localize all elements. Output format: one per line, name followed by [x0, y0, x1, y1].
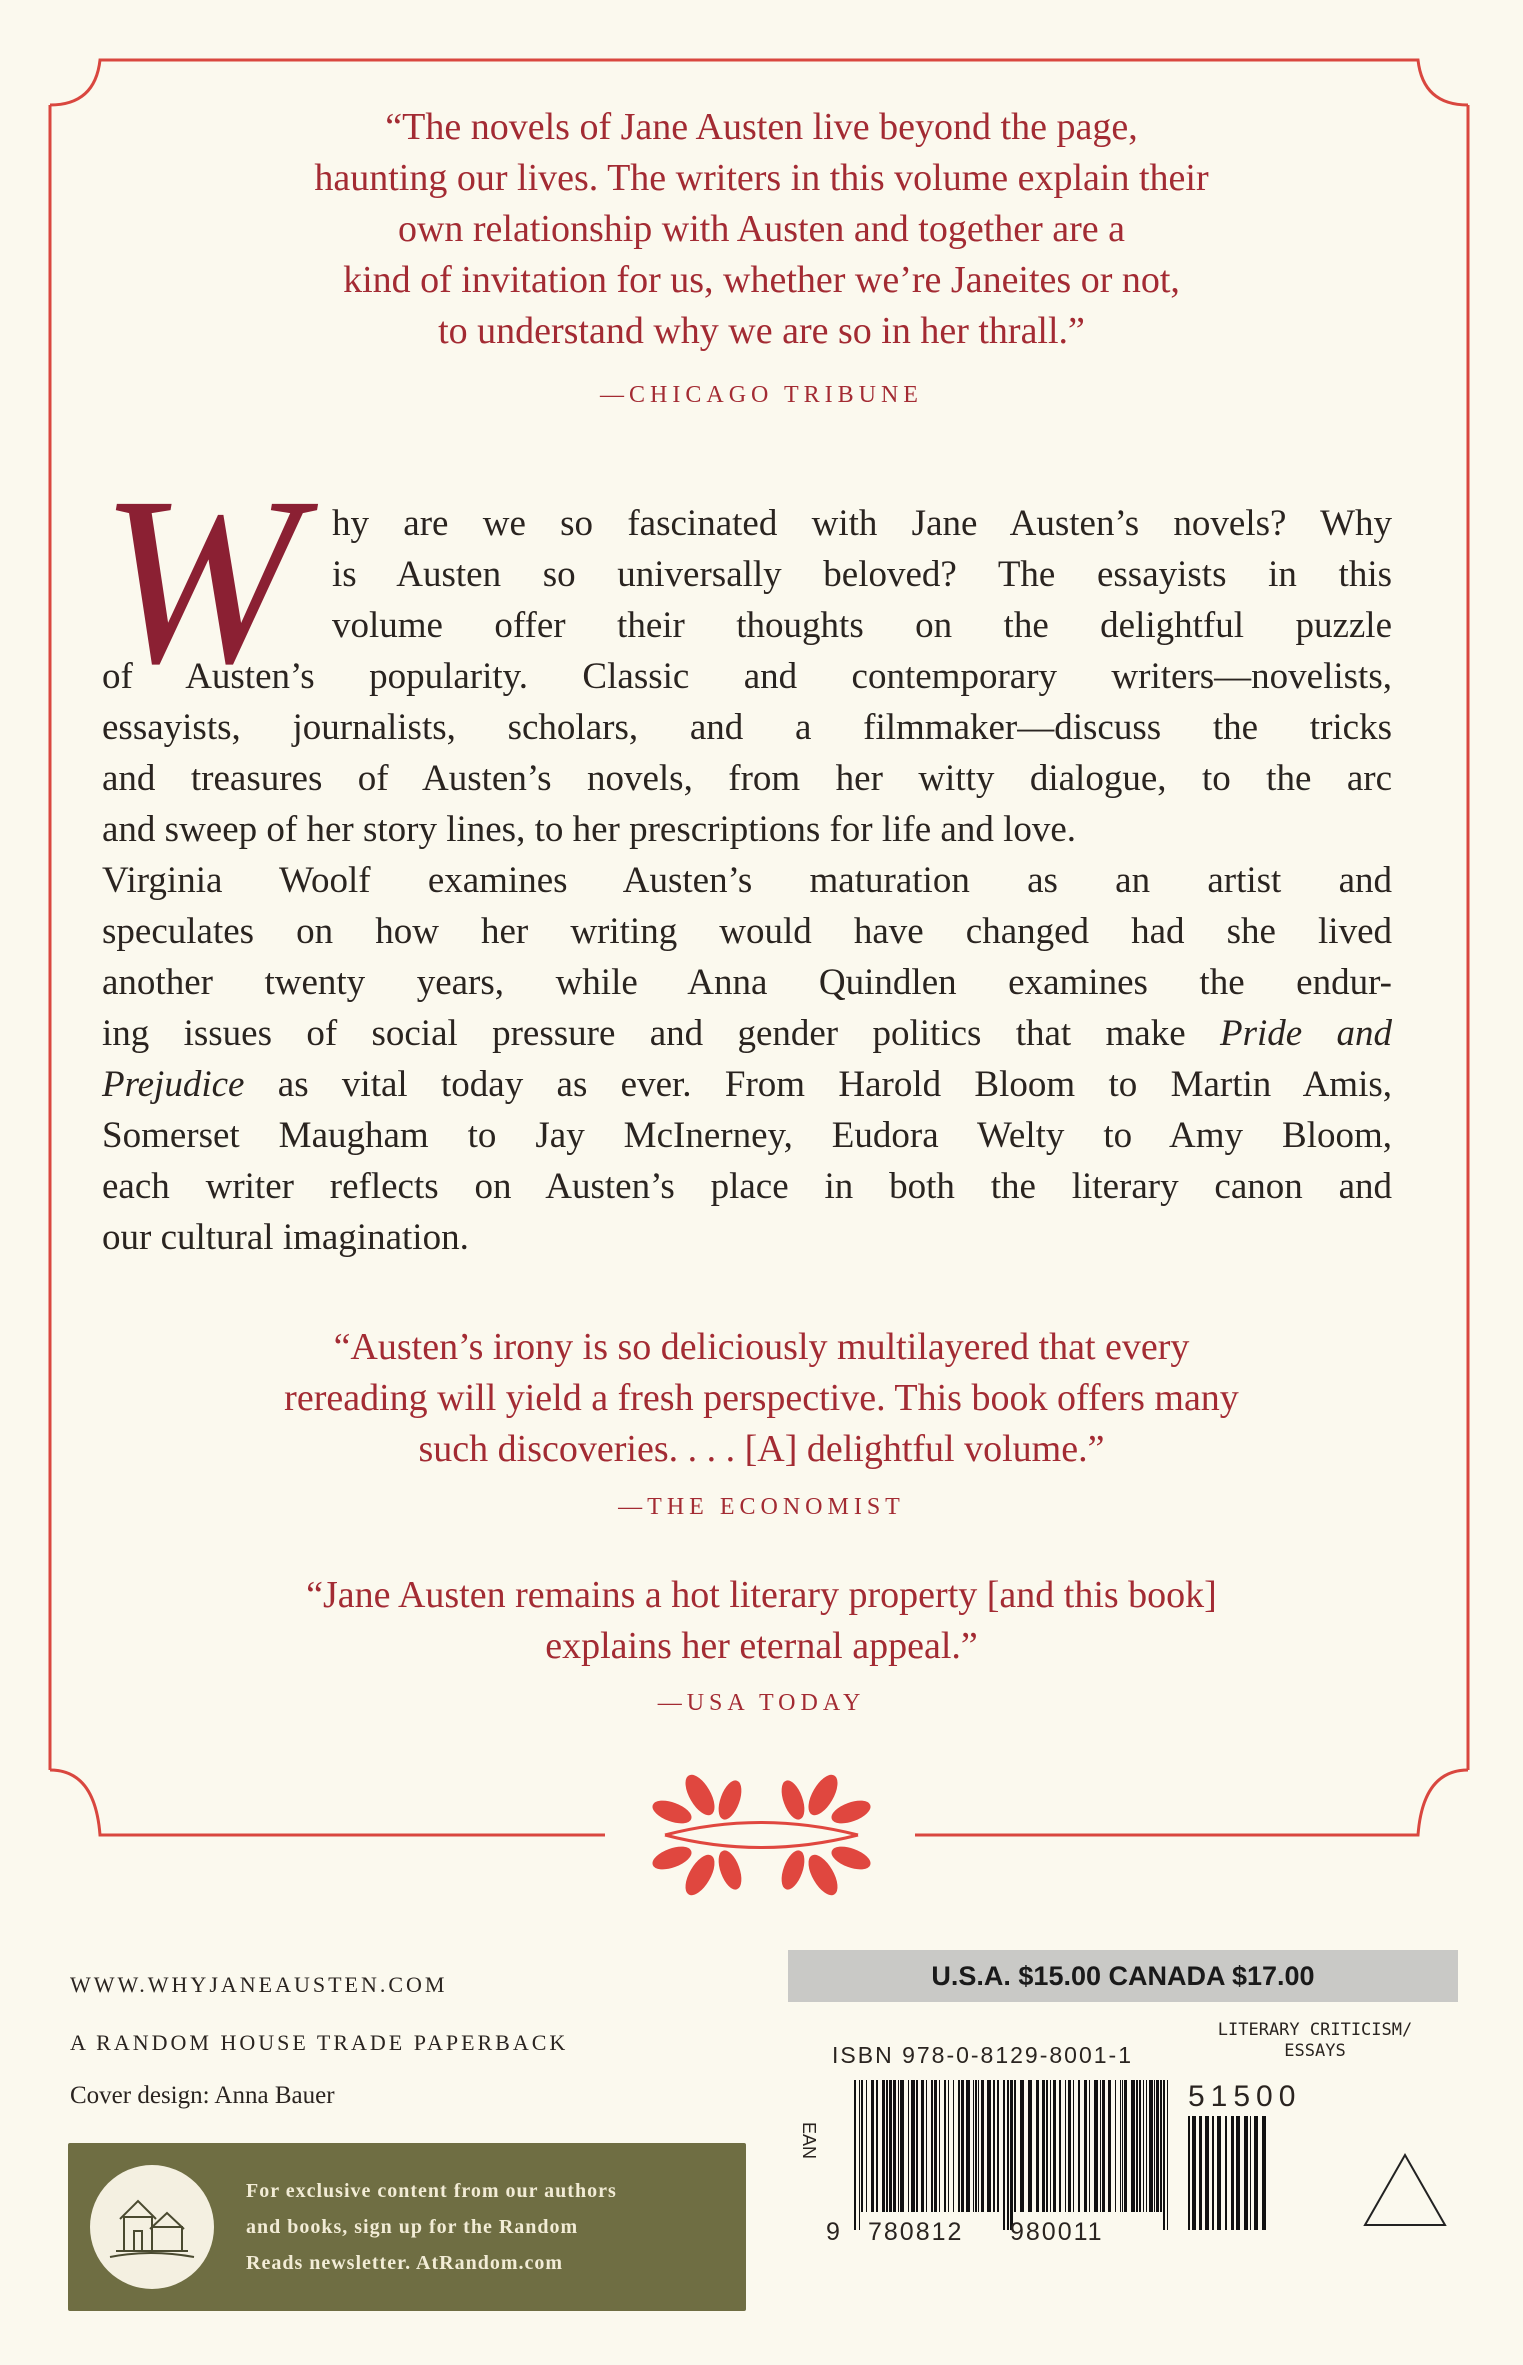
barcode-bar [1050, 2080, 1051, 2212]
description-paragraph-2 [102, 855, 1392, 1263]
barcode-bar [1192, 2116, 1196, 2230]
description-line: ing issues of social pressure and gender politics that make Pride and [102, 1013, 1392, 1054]
barcode-bar [908, 2080, 909, 2212]
blurb-line: to understand why we are so in her thrall.” [438, 310, 1085, 352]
barcode-bar [1100, 2080, 1101, 2212]
barcode-bar [1254, 2116, 1258, 2230]
barcode-bar [1225, 2116, 1227, 2230]
barcode-bar [1143, 2080, 1144, 2212]
barcode-bar [1163, 2080, 1165, 2230]
barcode-bar [1094, 2080, 1098, 2212]
barcode-icon [852, 2080, 1342, 2230]
blurb-line: “The novels of Jane Austen live beyond the page, [385, 106, 1138, 148]
description-line: hy are we so fascinated with Jane Austen’s novels? Why [332, 503, 1392, 544]
price-code: 51500 [1188, 2080, 1302, 2113]
barcode-bar [866, 2080, 867, 2212]
website-link[interactable]: WWW.WHYJANEAUSTEN.COM [70, 1972, 448, 1997]
drop-cap: W [100, 447, 300, 713]
barcode-bar [859, 2080, 860, 2230]
barcode-bar [1036, 2080, 1039, 2212]
barcode-bar [966, 2080, 970, 2212]
barcode-bar [1073, 2080, 1074, 2212]
barcode-bar [973, 2080, 974, 2212]
barcode-bar [1212, 2116, 1214, 2230]
description-line: Somerset Maugham to Jay McInerney, Eudora Welty to Amy Bloom, [102, 1115, 1392, 1156]
barcode-bar [1053, 2080, 1056, 2212]
description-paragraph-1 [102, 498, 1392, 855]
barcode-bar [981, 2080, 984, 2212]
barcode-bar [1014, 2080, 1016, 2212]
barcode-bar [1262, 2116, 1266, 2230]
barcode-bar [939, 2080, 940, 2212]
barcode-bar [1042, 2080, 1045, 2212]
random-reads-text [246, 2173, 726, 2281]
barcode-bar [1199, 2116, 1202, 2230]
barcode-bar [1084, 2080, 1087, 2212]
triangle-mark-icon [1360, 2150, 1450, 2230]
barcode-bar [911, 2080, 915, 2212]
barcode-bar [1089, 2080, 1090, 2212]
blurb-line: own relationship with Austen and together are a [397, 208, 1126, 250]
barcode-bar [1131, 2080, 1135, 2212]
economist-attribution: —THE ECONOMIST [618, 1494, 905, 1520]
barcode-bar [944, 2080, 946, 2212]
isbn-number: ISBN 978-0-8129-8001-1 [832, 2042, 1133, 2068]
barcode-bar [1250, 2116, 1251, 2230]
barcode-digits-right: 980011 [1010, 2218, 1104, 2246]
description-line: volume offer their thoughts on the delightful puzzle [332, 605, 1392, 646]
barcode-bar [1217, 2116, 1221, 2230]
ean-label: EAN [799, 2121, 820, 2160]
barcode-bar [1020, 2080, 1024, 2212]
blurb-line: “Jane Austen remains a hot literary property [and this book] [306, 1574, 1217, 1616]
barcode-bar [1108, 2080, 1111, 2212]
blurb-line: explains her eternal appeal.” [545, 1625, 978, 1667]
random-reads-panel [68, 2143, 746, 2311]
barcode-bar [898, 2080, 899, 2212]
barcode-bar [876, 2080, 878, 2212]
random-house-logo-icon [90, 2165, 214, 2289]
barcode-bar [926, 2080, 927, 2212]
barcode-bar [1156, 2080, 1159, 2212]
barcode-bar [900, 2080, 904, 2212]
random-reads-line: and books, sign up for the Random [246, 2216, 579, 2238]
imprint-label: A RANDOM HOUSE TRADE PAPERBACK [70, 2030, 569, 2055]
barcode-bar [1167, 2080, 1168, 2230]
description-line: Virginia Woolf examines Austen’s maturation as an artist and [102, 860, 1392, 901]
barcode-bar [934, 2080, 937, 2212]
economist-blurb [0, 1322, 1523, 1475]
barcode-bar [1244, 2116, 1248, 2230]
barcode-bar [1102, 2080, 1105, 2212]
floral-ornament-icon [650, 1771, 873, 1899]
barcode-bar [961, 2080, 964, 2212]
barcode-bar [854, 2080, 856, 2230]
barcode-bar [1122, 2080, 1123, 2212]
blurb-line: rereading will yield a fresh perspective. This book offers many [284, 1377, 1239, 1419]
barcode-bar [948, 2080, 949, 2212]
barcode-bar [1154, 2080, 1155, 2212]
chicago-tribune-attribution: —CHICAGO TRIBUNE [600, 382, 923, 408]
barcode-bar [1205, 2116, 1209, 2230]
barcode-bar [861, 2080, 863, 2212]
barcode-bar [1078, 2080, 1080, 2212]
barcode-bar [921, 2080, 924, 2212]
description-line: speculates on how her writing would have changed had she lived [102, 911, 1392, 952]
barcode-bar [1115, 2080, 1116, 2212]
description-line: and sweep of her story lines, to her prescriptions for life and love. [102, 809, 1077, 850]
price-bar: U.S.A. $15.00 CANADA $17.00 [788, 1950, 1458, 2002]
barcode-bar [1003, 2080, 1005, 2230]
barcode-bar [1139, 2080, 1141, 2212]
barcode-bar [1231, 2116, 1234, 2230]
barcode-bar [975, 2080, 977, 2212]
barcode-bar [893, 2080, 896, 2212]
random-reads-line: For exclusive content from our authors [246, 2180, 617, 2202]
barcode-bar [1068, 2080, 1071, 2212]
barcode-bar [997, 2080, 999, 2212]
description-line: each writer reflects on Austen’s place in both the literary canon and [102, 1166, 1392, 1207]
barcode-bar [916, 2080, 918, 2212]
usa-today-attribution: —USA TODAY [657, 1690, 866, 1716]
description-line: of Austen’s popularity. Classic and contemporary writers—novelists, [102, 656, 1392, 697]
barcode-bar [958, 2080, 960, 2212]
barcode-bar [1028, 2080, 1032, 2212]
barcode-bar [1146, 2080, 1147, 2212]
category-label [1170, 2020, 1460, 2062]
category-line: LITERARY CRITICISM/ [1217, 2020, 1413, 2040]
barcode-bar [889, 2080, 892, 2212]
description-line: our cultural imagination. [102, 1217, 469, 1258]
description-line: and treasures of Austen’s novels, from her witty dialogue, to the arc [102, 758, 1392, 799]
barcode-bar [871, 2080, 874, 2212]
barcode-bar [886, 2080, 888, 2212]
barcode-bar [987, 2080, 991, 2212]
description-line: is Austen so universally beloved? The essayists in this [332, 554, 1392, 595]
barcode-bar [1007, 2080, 1009, 2230]
barcode-bar [931, 2080, 933, 2212]
blurb-line: kind of invitation for us, whether we’re Janeites or not, [343, 259, 1180, 301]
barcode-bar [953, 2080, 954, 2212]
description-line: another twenty years, while Anna Quindlen examines the endur- [102, 962, 1392, 1003]
blurb-line: such discoveries. . . . [A] delightful volume.” [418, 1428, 1105, 1470]
top-blurb [0, 102, 1523, 357]
barcode-bar [1046, 2080, 1048, 2212]
category-line: ESSAYS [1284, 2041, 1346, 2061]
barcode-bar [1120, 2080, 1121, 2212]
random-reads-line: Reads newsletter. AtRandom.com [246, 2252, 564, 2274]
description-line: Prejudice as vital today as ever. From Harold Bloom to Martin Amis, [102, 1064, 1392, 1105]
barcode-digits-left: 780812 [868, 2218, 964, 2246]
barcode-bar [993, 2080, 995, 2212]
barcode-bar [978, 2080, 979, 2212]
barcode-bar [882, 2080, 885, 2212]
usa-today-blurb [0, 1570, 1523, 1672]
blurb-line: haunting our lives. The writers in this volume explain their [314, 157, 1209, 199]
barcode-bar [1065, 2080, 1066, 2212]
barcode-bar [1124, 2080, 1127, 2212]
barcode-bar [1236, 2116, 1240, 2230]
barcode-bar [1059, 2080, 1061, 2212]
barcode-bar [1188, 2116, 1190, 2230]
barcode-bar [1136, 2080, 1138, 2212]
cover-design-credit: Cover design: Anna Bauer [70, 2082, 335, 2109]
barcode-bar [1149, 2080, 1153, 2212]
barcode-bar [1010, 2080, 1013, 2230]
blurb-line: “Austen’s irony is so deliciously multilayered that every [333, 1326, 1190, 1368]
barcode-digit-first: 9 [826, 2218, 842, 2246]
description-line: essayists, journalists, scholars, and a filmmaker—discuss the tricks [102, 707, 1392, 748]
barcode-bar [1160, 2080, 1162, 2212]
